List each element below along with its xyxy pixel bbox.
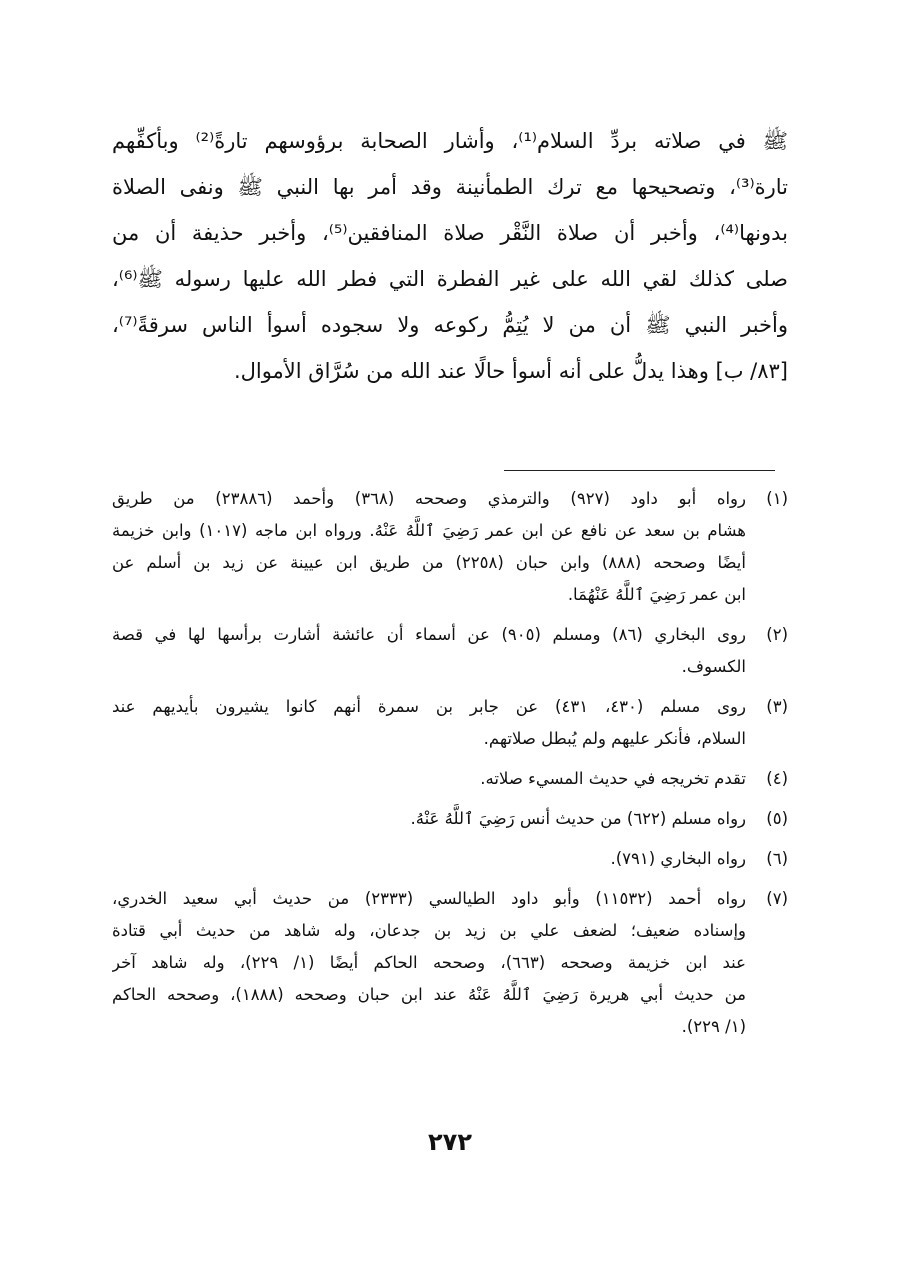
footnote-number: (٧) xyxy=(766,889,788,908)
footnote-text xyxy=(112,691,746,755)
footnote-text xyxy=(112,803,746,835)
footnote-7 xyxy=(112,883,788,1043)
footnote-text xyxy=(112,483,746,611)
footnote-line: روى البخاري (٨٦) ومسلم (٩٠٥) عن أسماء أن عائشة أشارت برأسها لها في قصة xyxy=(112,625,746,644)
footnotes-list xyxy=(112,483,788,1051)
footnote-5 xyxy=(112,803,788,835)
footnote-4 xyxy=(112,763,788,795)
footnote-number: (٦) xyxy=(766,849,788,868)
main-text-line: صلى كذلك لقي الله على غير الفطرة التي فطر الله عليها رسوله ﷺ⁽⁶⁾، xyxy=(112,267,788,291)
footnote-line: روى مسلم (٤٣٠، ٤٣١) عن جابر بن سمرة أنهم كانوا يشيرون بأيديهم عند xyxy=(112,697,746,716)
footnote-line: من حديث أبي هريرة رَضِيَ ٱللَّهُ عَنْهُ عند ابن حبان وصححه (١٨٨٨)، وصححه الحاكم xyxy=(112,985,746,1004)
footnote-line: السلام، فأنكر عليهم ولم يُبطل صلاتهم. xyxy=(483,729,746,748)
footnote-line: ابن عمر رَضِيَ ٱللَّهُ عَنْهُمَا. xyxy=(567,585,746,604)
footnote-number: (٥) xyxy=(766,809,788,828)
footnote-line: رواه أبو داود (٩٢٧) والترمذي وصححه (٣٦٨) وأحمد (٢٣٨٨٦) من طريق xyxy=(112,489,746,508)
footnote-line: رواه مسلم (٦٢٢) من حديث أنس رَضِيَ ٱللَّهُ عَنْهُ. xyxy=(410,809,746,828)
footnote-6 xyxy=(112,843,788,875)
footnote-number: (٣) xyxy=(766,697,788,716)
footnote-text xyxy=(112,763,746,795)
main-text-line: ﷺ في صلاته بردِّ السلام⁽¹⁾، وأشار الصحابة برؤوسهم تارةً⁽²⁾ وبأكفِّهم xyxy=(112,129,788,153)
footnote-3 xyxy=(112,691,788,755)
main-paragraph xyxy=(112,118,788,394)
page-number: ٢٧٢ xyxy=(428,1128,472,1156)
main-text-line: [٨٣/ ب] وهذا يدلُّ على أنه أسوأ حالًا عند الله من سُرَّاق الأموال. xyxy=(233,359,788,383)
footnote-line: (١/ ٢٢٩). xyxy=(681,1017,746,1036)
footnote-line: وإسناده ضعيف؛ لضعف علي بن زيد بن جدعان، وله شاهد من حديث أبي قتادة xyxy=(112,921,746,940)
footnote-line: الكسوف. xyxy=(681,657,746,676)
main-text-line: بدونها⁽⁴⁾، وأخبر أن صلاة النَّقْر صلاة المنافقين⁽⁵⁾، وأخبر حذيفة أن من xyxy=(112,221,788,245)
footnote-text xyxy=(112,883,746,1043)
main-text-line: تارة⁽³⁾، وتصحيحها مع ترك الطمأنينة وقد أمر بها النبي ﷺ ونفى الصلاة xyxy=(112,175,788,199)
footnote-text xyxy=(112,619,746,683)
footnote-number: (٢) xyxy=(766,625,788,644)
footnote-line: أيضًا وصححه (٨٨٨) وابن حبان (٢٢٥٨) من طريق ابن عيينة عن زيد بن أسلم عن xyxy=(112,553,746,572)
footnote-line: تقدم تخريجه في حديث المسيء صلاته. xyxy=(480,769,746,788)
footnote-line: رواه أحمد (١١٥٣٢) وأبو داود الطيالسي (٢٣٣٣) من حديث أبي سعيد الخدري، xyxy=(112,889,746,908)
footnote-text xyxy=(112,843,746,875)
footnote-number: (١) xyxy=(766,489,788,508)
footnote-line: عند ابن خزيمة وصححه (٦٦٣)، وصححه الحاكم أيضًا (١/ ٢٢٩)، وله شاهد آخر xyxy=(112,953,746,972)
main-text-line: وأخبر النبي ﷺ أن من لا يُتِمُّ ركوعه ولا سجوده أسوأ الناس سرقةً⁽⁷⁾، xyxy=(112,313,788,337)
footnote-2 xyxy=(112,619,788,683)
footnote-line: رواه البخاري (٧٩١). xyxy=(610,849,746,868)
footnote-line: هشام بن سعد عن نافع عن ابن عمر رَضِيَ ٱللَّهُ عَنْهُ. ورواه ابن ماجه (١٠١٧) وابن خزيمة xyxy=(112,521,746,540)
footnote-number: (٤) xyxy=(766,769,788,788)
footnote-separator xyxy=(504,470,775,471)
footnote-1 xyxy=(112,483,788,611)
